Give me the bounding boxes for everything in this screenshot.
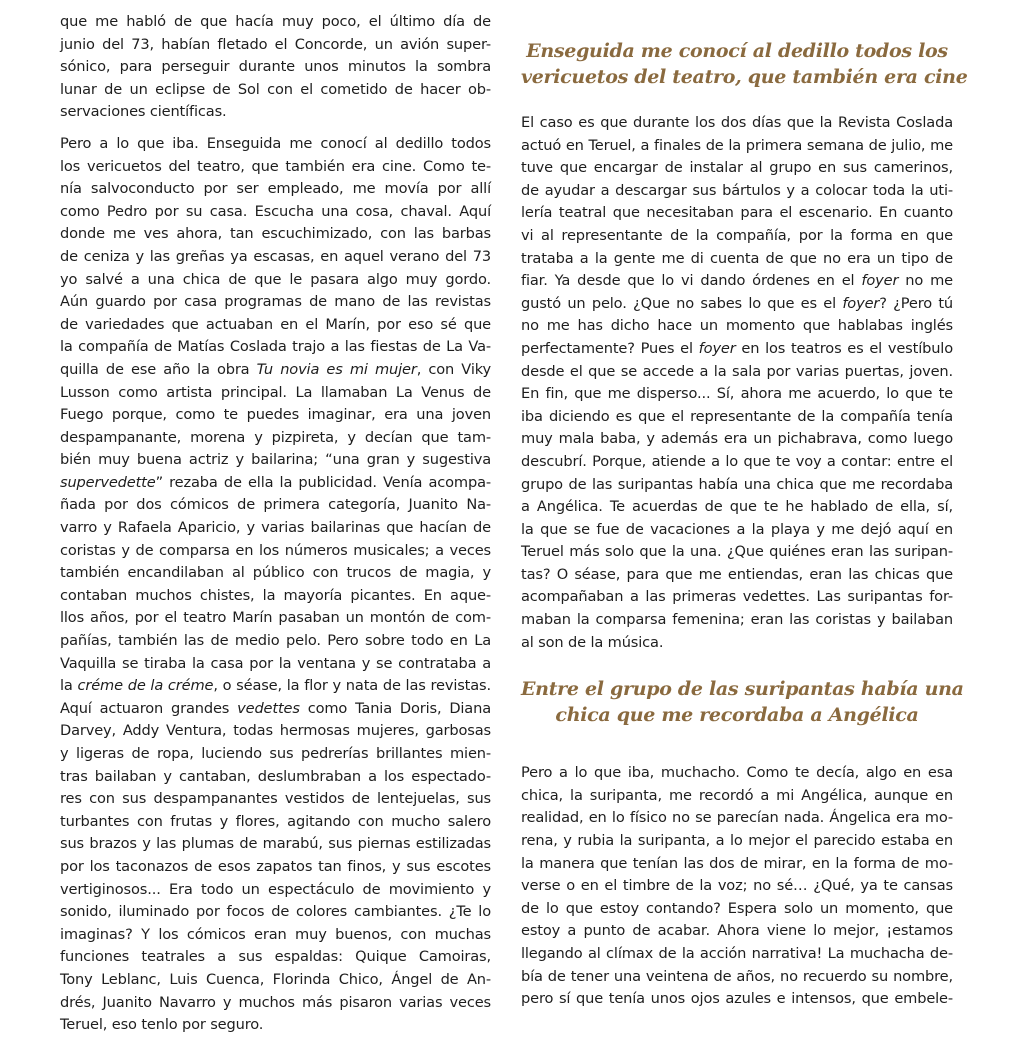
- text-line: realidad, en lo físico no se parecían nada. Ángelica era mo-: [521, 809, 953, 827]
- text-line: de ceniza y las greñas ya escasas, en aquel verano del 73: [60, 247, 491, 265]
- text-line: lería teatral que necesitaban para el escenario. En cuanto: [521, 204, 953, 222]
- text-line: y ligeras de ropa, luciendo sus pedrerías brillantes mien-: [60, 745, 491, 762]
- text-line: Aún guardo por casa programas de mano de las revistas: [60, 293, 491, 311]
- text-line: fiar. Ya desde que lo vi dando órdenes en el foyer no me: [521, 272, 953, 290]
- text-line: actuó en Teruel, a finales de la primera semana de julio, me: [521, 136, 953, 154]
- text-line: verse o en el timbre de la voz; no sé… ¿Qué, ya te cansas: [521, 877, 953, 895]
- left-column: [60, 11, 491, 1046]
- text-line: como Pedro por su casa. Escucha una cosa, chaval. Aquí: [60, 202, 491, 220]
- text-line: quilla de ese año la obra Tu novia es mi mujer, con Viky: [60, 360, 491, 378]
- text-line: llegando al clímax de la acción narrativa! La muchacha de-: [521, 945, 953, 962]
- text-line: El caso es que durante los dos días que la Revista Coslada: [521, 114, 953, 131]
- text-line: Teruel más solo que la una. ¿Que quiénes eran las suripan-: [521, 543, 953, 561]
- text-line: llos años, por el teatro Marín pasaban un montón de com-: [60, 609, 491, 627]
- text-line: bién muy buena actriz y bailarina; “una gran y sugestiva: [60, 451, 491, 469]
- section-heading: [521, 676, 964, 728]
- text-line: drés, Juanito Navarro y muchos más pisaron varias veces: [60, 993, 491, 1011]
- text-line: nía salvoconducto por ser empleado, me movía por allí: [60, 180, 491, 198]
- text-line: de ayudar a descargar sus bártulos y a colocar toda la uti-: [521, 181, 953, 199]
- text-line: al son de la música.: [521, 633, 664, 651]
- text-line: coristas y de comparsa en los números musicales; a veces: [60, 541, 491, 559]
- italic-text: créme de la créme: [77, 677, 214, 695]
- text-line: tas? O séase, para que me entiendas, eran las chicas que: [521, 565, 953, 583]
- text-line: sus brazos y las plumas de marabú, sus piernas estilizadas: [60, 835, 491, 853]
- text-line: bía de tener una veintena de años, no recuerdo su nombre,: [521, 967, 953, 985]
- text-line: Pero a lo que iba. Enseguida me conocí al dedillo todos: [60, 134, 491, 152]
- text-line: gustó un pelo. ¿Que no sabes lo que es el foyer? ¿Pero tú: [521, 294, 954, 312]
- text-line: contaban muchos chistes, la mayoría picantes. En aque-: [60, 586, 491, 604]
- heading-line: Enseguida me conocí al dedillo todos los: [526, 40, 948, 62]
- text-line: muy mala baba, y además era un pichabrava, como luego: [521, 430, 953, 448]
- text-line: turbantes con frutas y flores, agitando con mucho salero: [60, 812, 491, 830]
- text-line: maban la comparsa femenina; eran las coristas y bailaban: [521, 611, 953, 629]
- paragraph: [60, 11, 491, 124]
- paragraph: [521, 112, 953, 654]
- italic-text: foyer: [842, 294, 880, 312]
- italic-text: supervedette: [60, 473, 156, 491]
- text-line: despampanante, morena y pizpireta, y decían que tam-: [60, 428, 491, 446]
- text-line: a Angélica. Te acuerdas de que te he hablado de ella, sí,: [521, 498, 953, 516]
- text-line: junio del 73, habían fletado el Concorde, un avión super-: [60, 35, 491, 53]
- text-line: la créme de la créme, o séase, la flor y nata de las revistas.: [60, 677, 491, 695]
- text-line: sónico, para perseguir durante unos minutos la sombra: [60, 58, 491, 76]
- text-line: sonido, iluminado por focos de colores cambiantes. ¿Te lo: [60, 903, 491, 921]
- paragraph: [60, 133, 491, 1037]
- text-line: tuve que encargar de instalar al grupo en sus camerinos,: [521, 159, 953, 177]
- text-line: Aquí actuaron grandes vedettes como Tania Doris, Diana: [60, 699, 491, 717]
- text-line: la manera que tenían las dos de mirar, en la forma de mo-: [521, 854, 953, 872]
- italic-text: Tu novia es mi mujer: [256, 360, 417, 378]
- italic-text: vedettes: [237, 699, 300, 717]
- text-line: chica, la suripanta, me recordó a mi Angélica, aunque en: [521, 786, 953, 804]
- text-line: pero sí que tenía unos ojos azules e intensos, que embele-: [521, 990, 953, 1008]
- text-line: vertiginosos... Era todo un espectáculo de movimiento y: [60, 880, 491, 898]
- text-line: no me has dicho hace un momento que hablabas inglés: [521, 317, 953, 335]
- text-line: también encandilaban al público con trucos de magia, y: [60, 564, 491, 582]
- text-line: que me habló de que hacía muy poco, el último día de: [60, 13, 491, 30]
- text-line: por los taconazos de esos zapatos tan finos, y sus escotes: [60, 857, 491, 875]
- heading-line: vericuetos del teatro, que también era cine: [521, 66, 968, 88]
- text-line: supervedette” rezaba de ella la publicidad. Venía acompa-: [60, 473, 491, 491]
- text-line: yo salvé a una chica de que le pasara algo muy gordo.: [60, 270, 491, 288]
- text-line: acompañaban a las primeras vedettes. Las suripantas for-: [521, 588, 953, 606]
- paragraph: [521, 762, 953, 1011]
- text-line: estoy a punto de acabar. Ahora viene lo mejor, ¡estamos: [521, 922, 953, 940]
- text-line: de variedades que actuaban en el Marín, por eso sé que: [60, 315, 491, 333]
- text-line: grupo de las suripantas había una chica que me recordaba: [521, 475, 953, 493]
- text-line: imaginas? Y los cómicos eran muy buenos, con muchas: [60, 925, 491, 943]
- text-line: ñada por dos cómicos de primera categoría, Juanito Na-: [60, 496, 491, 514]
- text-line: lunar de un eclipse de Sol con el cometido de hacer ob-: [60, 80, 491, 98]
- text-line: perfectamente? Pues el foyer en los teatros es el vestíbulo: [521, 339, 953, 357]
- text-line: Lusson como artista principal. La llamaban La Venus de: [60, 383, 491, 401]
- text-line: funciones teatrales a sus espaldas: Quique Camoiras,: [60, 948, 491, 966]
- text-line: pañías, también las de medio pelo. Pero sobre todo en La: [60, 632, 491, 650]
- heading-line: chica que me recordaba a Angélica: [555, 704, 919, 727]
- text-line: Vaquilla se tiraba la casa por la ventana y se contrataba a: [60, 654, 491, 672]
- text-line: Fuego porque, como te puedes imaginar, era una joven: [60, 406, 491, 424]
- text-line: desde el que se accede a la sala por varias puertas, joven.: [521, 362, 953, 380]
- italic-text: foyer: [698, 339, 736, 357]
- text-line: los vericuetos del teatro, que también era cine. Como te-: [60, 157, 491, 175]
- section-heading: [521, 38, 968, 90]
- italic-text: foyer: [861, 272, 899, 290]
- text-line: En fin, que me disperso... Sí, ahora me acuerdo, lo que te: [521, 385, 953, 403]
- text-line: la compañía de Matías Coslada trajo a las fiestas de La Va-: [60, 338, 491, 356]
- text-line: trataba a la gente me di cuenta de que no era un tipo de: [521, 249, 953, 267]
- text-line: servaciones científicas.: [60, 103, 227, 121]
- text-line: res con sus despampanantes vestidos de lentejuelas, sus: [60, 790, 491, 808]
- text-line: tras bailaban y cantaban, deslumbraban a los espectado-: [60, 767, 491, 785]
- right-column: [521, 32, 968, 1020]
- text-line: donde me ves ahora, tan escuchimizado, con las barbas: [60, 225, 491, 243]
- text-line: Pero a lo que iba, muchacho. Como te decía, algo en esa: [521, 764, 953, 782]
- text-line: la que se fue de vacaciones a la playa y me dejó aquí en: [521, 520, 953, 538]
- text-line: iba diciendo es que el representante de la compañía tenía: [521, 407, 953, 425]
- text-line: Darvey, Addy Ventura, todas hermosas mujeres, garbosas: [60, 722, 491, 740]
- heading-line: Entre el grupo de las suripantas había una: [521, 678, 964, 701]
- text-line: de lo que estoy contando? Espera solo un momento, que: [521, 899, 953, 917]
- text-line: Teruel, eso tenlo por seguro.: [60, 1016, 264, 1034]
- text-line: varro y Rafaela Aparicio, y varias bailarinas que hacían de: [60, 519, 491, 537]
- text-line: vi al representante de la compañía, por la forma en que: [521, 226, 953, 244]
- text-line: rena, y rubia la suripanta, a lo mejor el parecido estaba en: [521, 832, 953, 850]
- text-line: descubrí. Porque, atiende a lo que te voy a contar: entre el: [521, 452, 953, 470]
- text-line: Tony Leblanc, Luis Cuenca, Florinda Chico, Ángel de An-: [60, 970, 491, 988]
